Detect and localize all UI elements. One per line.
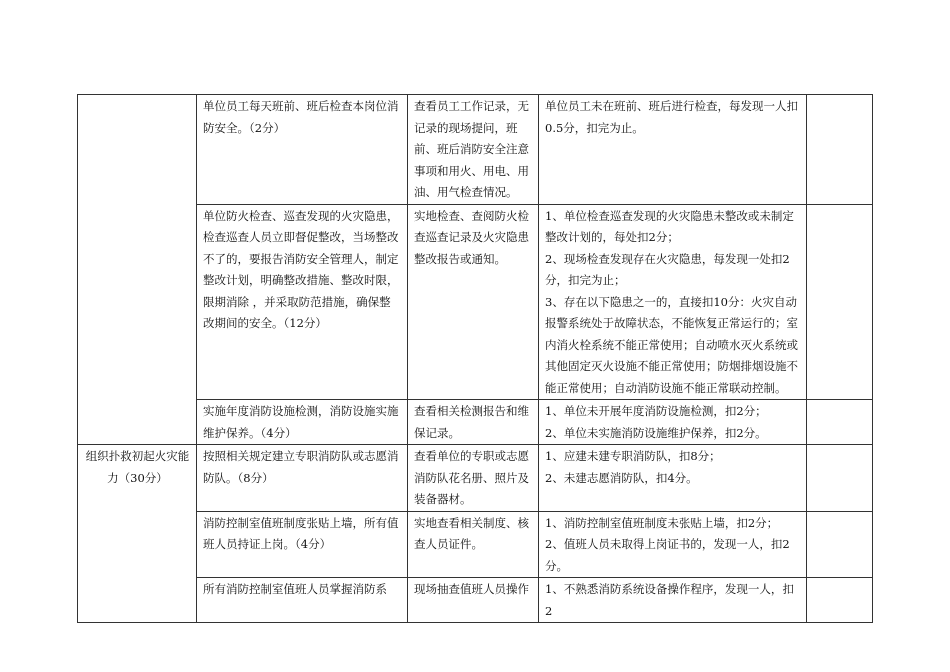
assessment-table xyxy=(77,94,873,623)
score-cell xyxy=(807,204,873,400)
rule-cell: 1、单位未开展年度消防设施检测，扣2分； 2、单位未实施消防设施维护保养，扣2分。 xyxy=(539,400,807,445)
requirement-cell: 消防控制室值班制度张贴上墙，所有值班人员持证上岗。（4分） xyxy=(197,511,408,578)
table-row xyxy=(78,400,873,445)
table-row xyxy=(78,445,873,512)
score-cell xyxy=(807,95,873,205)
category-cell xyxy=(78,95,197,445)
category-cell: 组织扑救初起火灾能力（30分） xyxy=(78,445,197,623)
requirement-cell: 实施年度消防设施检测，消防设施实施维护保养。（4分） xyxy=(197,400,408,445)
method-cell: 查看单位的专职或志愿消防队花名册、照片及装备器材。 xyxy=(408,445,539,512)
method-cell: 查看相关检测报告和维保记录。 xyxy=(408,400,539,445)
score-cell xyxy=(807,400,873,445)
score-cell xyxy=(807,445,873,512)
requirement-cell: 单位防火检查、巡查发现的火灾隐患，检查巡查人员立即督促整改，当场整改不了的，要报告消防安全管理人，制定整改计划，明确整改措施、整改时限，限期消除 ，并采取防范措施，确保整改期间的安全。（12分） xyxy=(197,204,408,400)
requirement-cell: 单位员工每天班前、班后检查本岗位消防安全。（2分） xyxy=(197,95,408,205)
rule-cell: 1、不熟悉消防系统设备操作程序，发现一人，扣2 xyxy=(539,578,807,623)
table-row xyxy=(78,511,873,578)
table-row xyxy=(78,578,873,623)
method-cell: 实地查看相关制度、核查人员证件。 xyxy=(408,511,539,578)
rule-cell: 1、单位检查巡查发现的火灾隐患未整改或未制定整改计划的，每处扣2分； 2、现场检查发现存在火灾隐患，每发现一处扣2分，扣完为止； 3、存在以下隐患之一的，直接扣10分：火灾自动报警系统处于故障状态，不能恢复正常运行的；室内消火栓系统不能正常使用；自动喷水灭火系统或其他固定灭火设施不能正常使用；防烟排烟设施不能正常使用；自动消防设施不能正常联动控制。 xyxy=(539,204,807,400)
rule-cell: 1、消防控制室值班制度未张贴上墙，扣2分； 2、值班人员未取得上岗证书的，发现一人，扣2分。 xyxy=(539,511,807,578)
method-cell: 实地检查、查阅防火检查巡查记录及火灾隐患整改报告或通知。 xyxy=(408,204,539,400)
requirement-cell: 所有消防控制室值班人员掌握消防系 xyxy=(197,578,408,623)
rule-cell: 1、应建未建专职消防队，扣8分； 2、未建志愿消防队，扣4分。 xyxy=(539,445,807,512)
table-row xyxy=(78,204,873,400)
rule-cell: 单位员工未在班前、班后进行检查，每发现一人扣0.5分，扣完为止。 xyxy=(539,95,807,205)
method-cell: 现场抽查值班人员操作 xyxy=(408,578,539,623)
method-cell: 查看员工工作记录，无记录的现场提问，班前、班后消防安全注意事项和用火、用电、用油、用气检查情况。 xyxy=(408,95,539,205)
table-row xyxy=(78,95,873,205)
score-cell xyxy=(807,511,873,578)
score-cell xyxy=(807,578,873,623)
requirement-cell: 按照相关规定建立专职消防队或志愿消防队。（8分） xyxy=(197,445,408,512)
